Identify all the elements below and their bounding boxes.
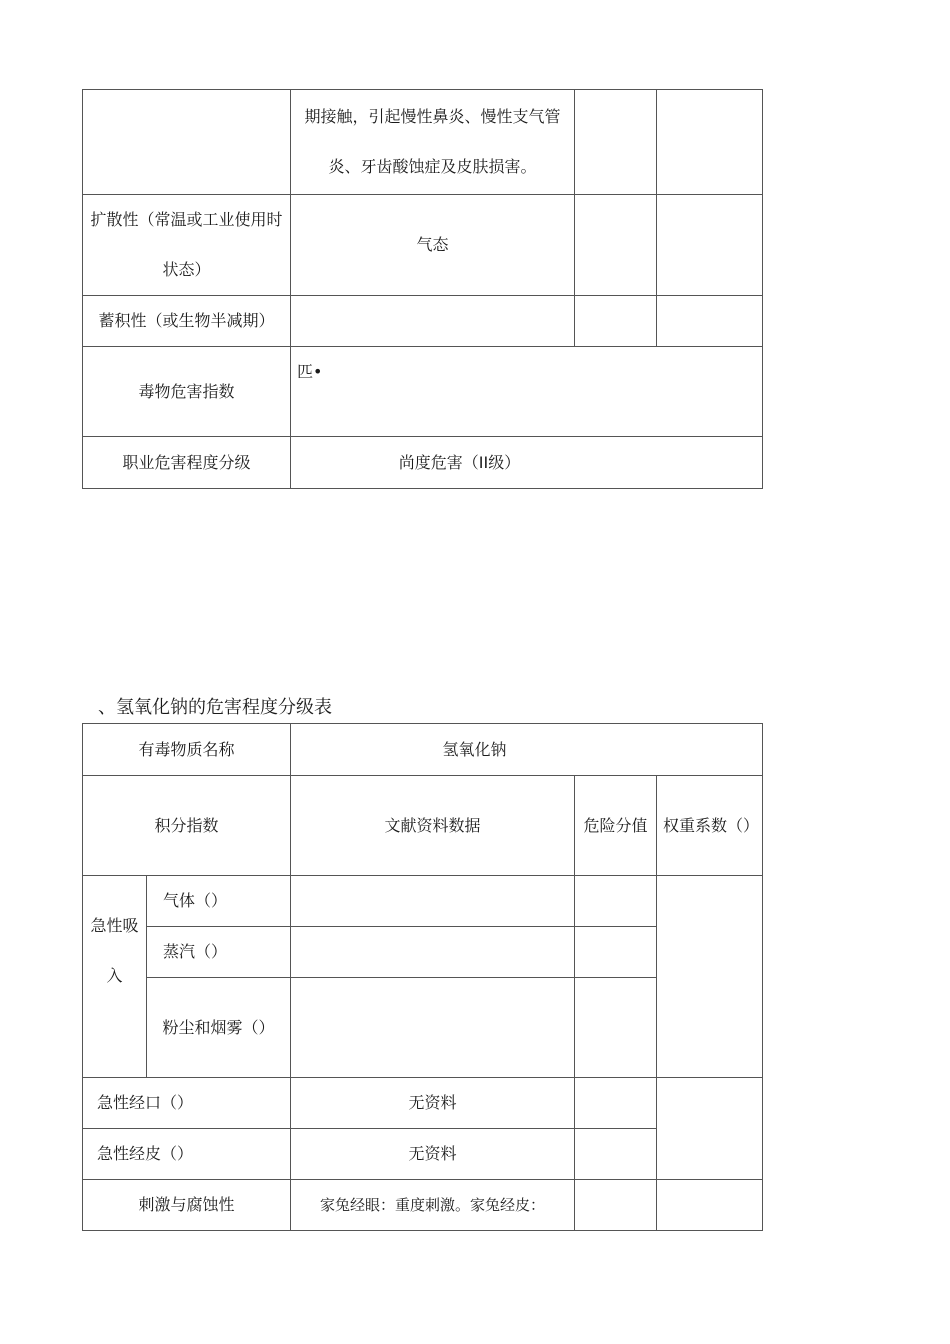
table-row: [83, 876, 763, 927]
dermal-risk: [575, 1129, 657, 1180]
sodium-hydroxide-hazard-table: [82, 723, 763, 1231]
gas-value: [291, 876, 575, 927]
hazard-index-label: 毒物危害指数: [83, 347, 291, 437]
irritation-label: 刺激与腐蚀性: [83, 1180, 291, 1231]
inhalation-weight: [657, 876, 763, 1078]
risk-score-cell: [575, 296, 657, 347]
table-caption: 、氢氧化钠的危害程度分级表: [98, 697, 332, 718]
oral-dermal-weight: [657, 1078, 763, 1180]
grade-label: 职业危害程度分级: [83, 437, 291, 489]
table-row: [83, 90, 763, 195]
table-row: [83, 1078, 763, 1129]
oral-label: 急性经口（）: [83, 1078, 291, 1129]
weight-cell: [657, 195, 763, 296]
vapor-value: [291, 927, 575, 978]
substance-name-label: 有毒物质名称: [83, 724, 291, 776]
vapor-risk: [575, 927, 657, 978]
table-header-row: [83, 776, 763, 876]
table-row: [83, 1180, 763, 1231]
irritation-risk: [575, 1180, 657, 1231]
substance-name-value: 氢氧化钠: [291, 724, 763, 776]
irritation-weight: [657, 1180, 763, 1231]
header-risk: 危险分值: [575, 776, 657, 876]
dust-value: [291, 978, 575, 1078]
table-cell: [83, 90, 291, 195]
risk-score-cell: [575, 90, 657, 195]
diffusion-value: 气态: [291, 195, 575, 296]
accumulation-label: 蓄积性（或生物半减期）: [83, 296, 291, 347]
weight-cell: [657, 90, 763, 195]
risk-score-cell: [575, 195, 657, 296]
hazard-table-continued: [82, 89, 763, 489]
inhalation-label: 急性吸入: [83, 876, 147, 1078]
table-row: [83, 347, 763, 437]
accumulation-value: [291, 296, 575, 347]
dermal-value: 无资料: [291, 1129, 575, 1180]
dust-risk: [575, 978, 657, 1078]
table-row: [83, 437, 763, 489]
oral-value: 无资料: [291, 1078, 575, 1129]
dust-label: 粉尘和烟雾（）: [147, 978, 291, 1078]
irritation-value: 家兔经眼：重度刺激。家兔经皮：: [291, 1180, 575, 1231]
table-row: [83, 195, 763, 296]
gas-label: 气体（）: [147, 876, 291, 927]
diffusion-label: 扩散性（常温或工业使用时状态）: [83, 195, 291, 296]
table-row: [83, 296, 763, 347]
hazard-index-value: 匹•: [291, 347, 763, 437]
header-index: 积分指数: [83, 776, 291, 876]
table-row: [83, 724, 763, 776]
dermal-label: 急性经皮（）: [83, 1129, 291, 1180]
header-weight: 权重系数（）: [657, 776, 763, 876]
health-effects-cell: 期接触，引起慢性鼻炎、慢性支气管炎、牙齿酸蚀症及皮肤损害。: [291, 90, 575, 195]
gas-risk: [575, 876, 657, 927]
weight-cell: [657, 296, 763, 347]
vapor-label: 蒸汽（）: [147, 927, 291, 978]
grade-value: 尚度危害（II级）: [291, 437, 763, 489]
oral-risk: [575, 1078, 657, 1129]
header-literature: 文献资料数据: [291, 776, 575, 876]
